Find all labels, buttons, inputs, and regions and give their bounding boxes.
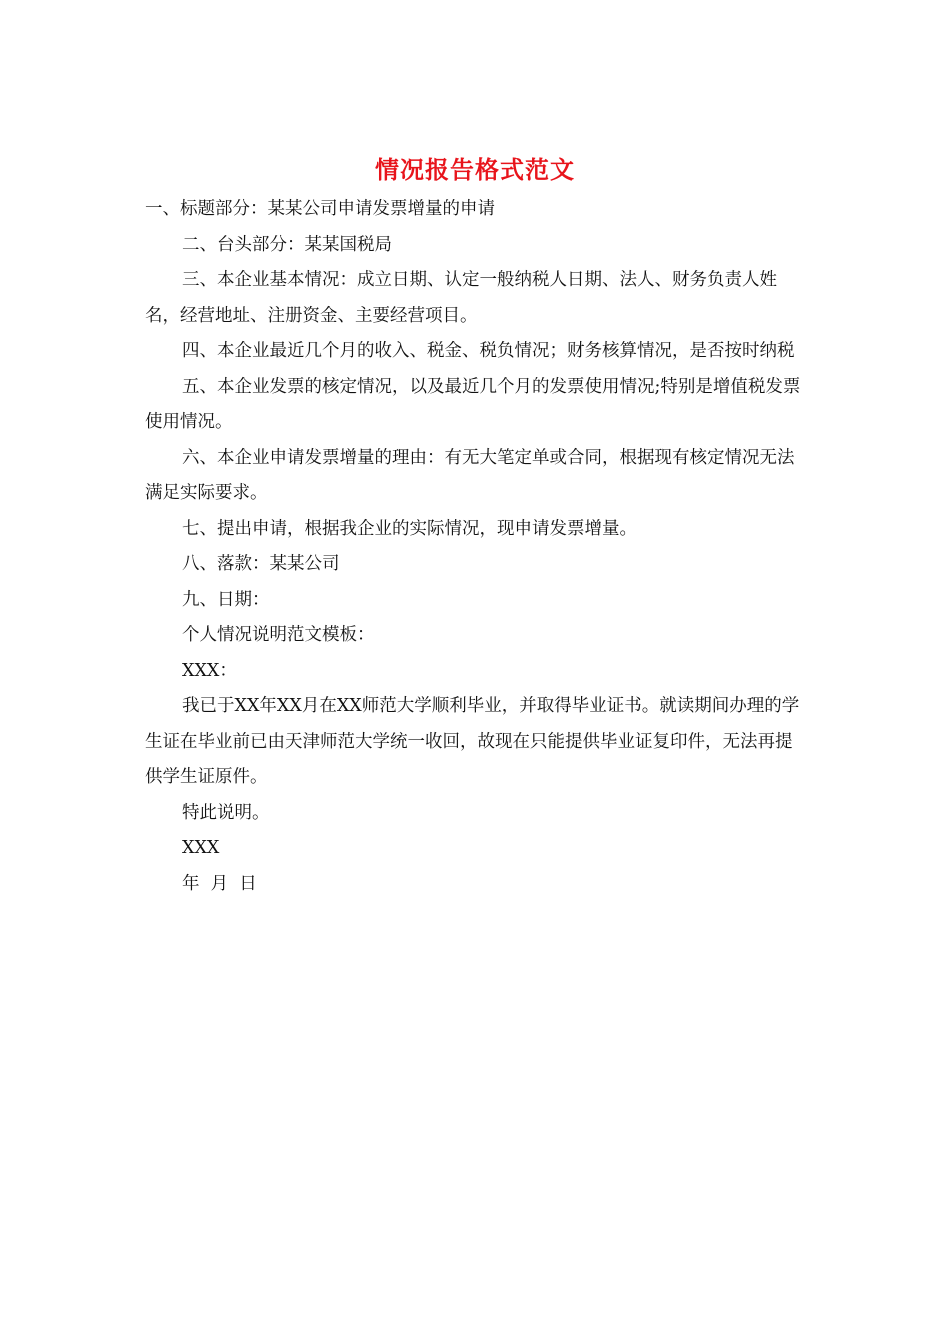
document-body: [145, 192, 807, 902]
paragraph-date: 九、日期：: [182, 589, 270, 610]
paragraph-salutation: XXX：: [182, 660, 237, 681]
paragraph-statement: 我已于XX年XX月在XX师范大学顺利毕业，并取得毕业证书。就读期间办理的学生证在毕业前已由天津师范大学统一收回，故现在只能提供毕业证复印件，无法再提供学生证原件。: [145, 696, 800, 787]
paragraph-application: 七、提出申请，根据我企业的实际情况，现申请发票增量。: [182, 518, 637, 539]
paragraph-invoice-status: 五、本企业发票的核定情况，以及最近几个月的发票使用情况;特别是增值税发票使用情况。: [145, 376, 801, 432]
paragraph-signing-date: 年 月 日: [182, 873, 257, 894]
paragraph-header-section: 二、台头部分：某某国税局: [182, 234, 392, 255]
paragraph-signature: 八、落款：某某公司: [182, 554, 340, 574]
paragraph-signer: XXX: [182, 838, 220, 858]
paragraph-company-info: 三、本企业基本情况：成立日期、认定一般纳税人日期、法人、财务负责人姓名，经营地址、注册资金、主要经营项目。: [145, 270, 777, 326]
paragraph-increase-reason: 六、本企业申请发票增量的理由：有无大笔定单或合同，根据现有核定情况无法满足实际要求。: [145, 447, 795, 503]
document-title: 情况报告格式范文: [375, 155, 575, 184]
paragraph-template-heading: 个人情况说明范文模板：: [182, 625, 375, 645]
paragraph-closing: 特此说明。: [182, 802, 270, 823]
paragraph-income-tax: 四、本企业最近几个月的收入、税金、税负情况；财务核算情况，是否按时纳税: [182, 341, 795, 361]
paragraph-title-section: 一、标题部分：某某公司申请发票增量的申请: [145, 199, 495, 219]
